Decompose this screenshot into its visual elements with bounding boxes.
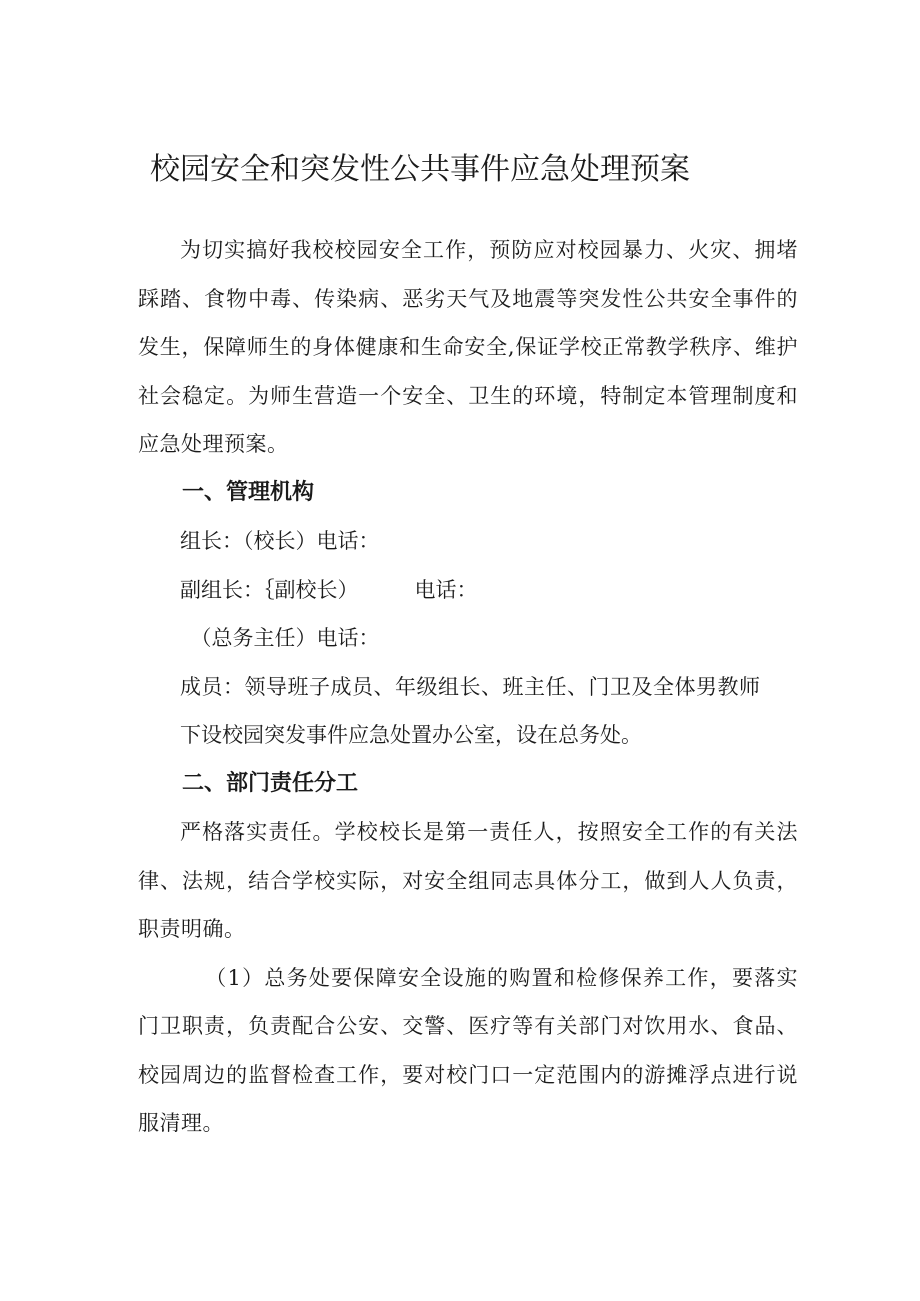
vice-leader-role: 副组长：｛副校长） [180,577,359,602]
director-line: （总务主任）电话： [190,626,380,650]
intro-paragraph: 为切实搞好我校校园安全工作，预防应对校园暴力、火灾、拥堵踩踏、食物中毒、传染病、恶劣天气及地震等突发性公共安全事件的发生，保障师生的身体健康和生命安全,保证学校正常教学秩序、维护社会稳定。为师生营造一个安全、卫生的环境，特制定本管理制度和应急处理预案。 [138,238,798,456]
responsibility-paragraph: 严格落实责任。学校校长是第一责任人，按照安全工作的有关法律、法规，结合学校实际，对安全组同志具体分工，做到人人负责，职责明确。 [138,820,798,941]
vice-leader-line [138,566,798,615]
section-heading-management: 一、管理机构 [182,479,315,505]
document-body [138,226,798,1148]
vice-leader-phone: 电话： [414,577,478,602]
leader-line: 组长：（校长）电话： [180,529,380,553]
office-line: 下设校园突发事件应急处置办公室，设在总务处。 [180,723,642,747]
document-title: 校园安全和突发性公共事件应急处理预案 [150,152,690,187]
members-paragraph: 成员：领导班子成员、年级组长、班主任、门卫及全体男教师 [180,674,761,699]
section-heading-responsibilities: 二、部门责任分工 [182,770,359,796]
responsibility-item-1: （1）总务处要保障安全设施的购置和检修保养工作，要落实门卫职责，负责配合公安、交警、医疗等有关部门对饮用水、食品、校园周边的监督检查工作，要对校门口一定范围内的游摊浮点进行说服清理。 [138,965,798,1135]
